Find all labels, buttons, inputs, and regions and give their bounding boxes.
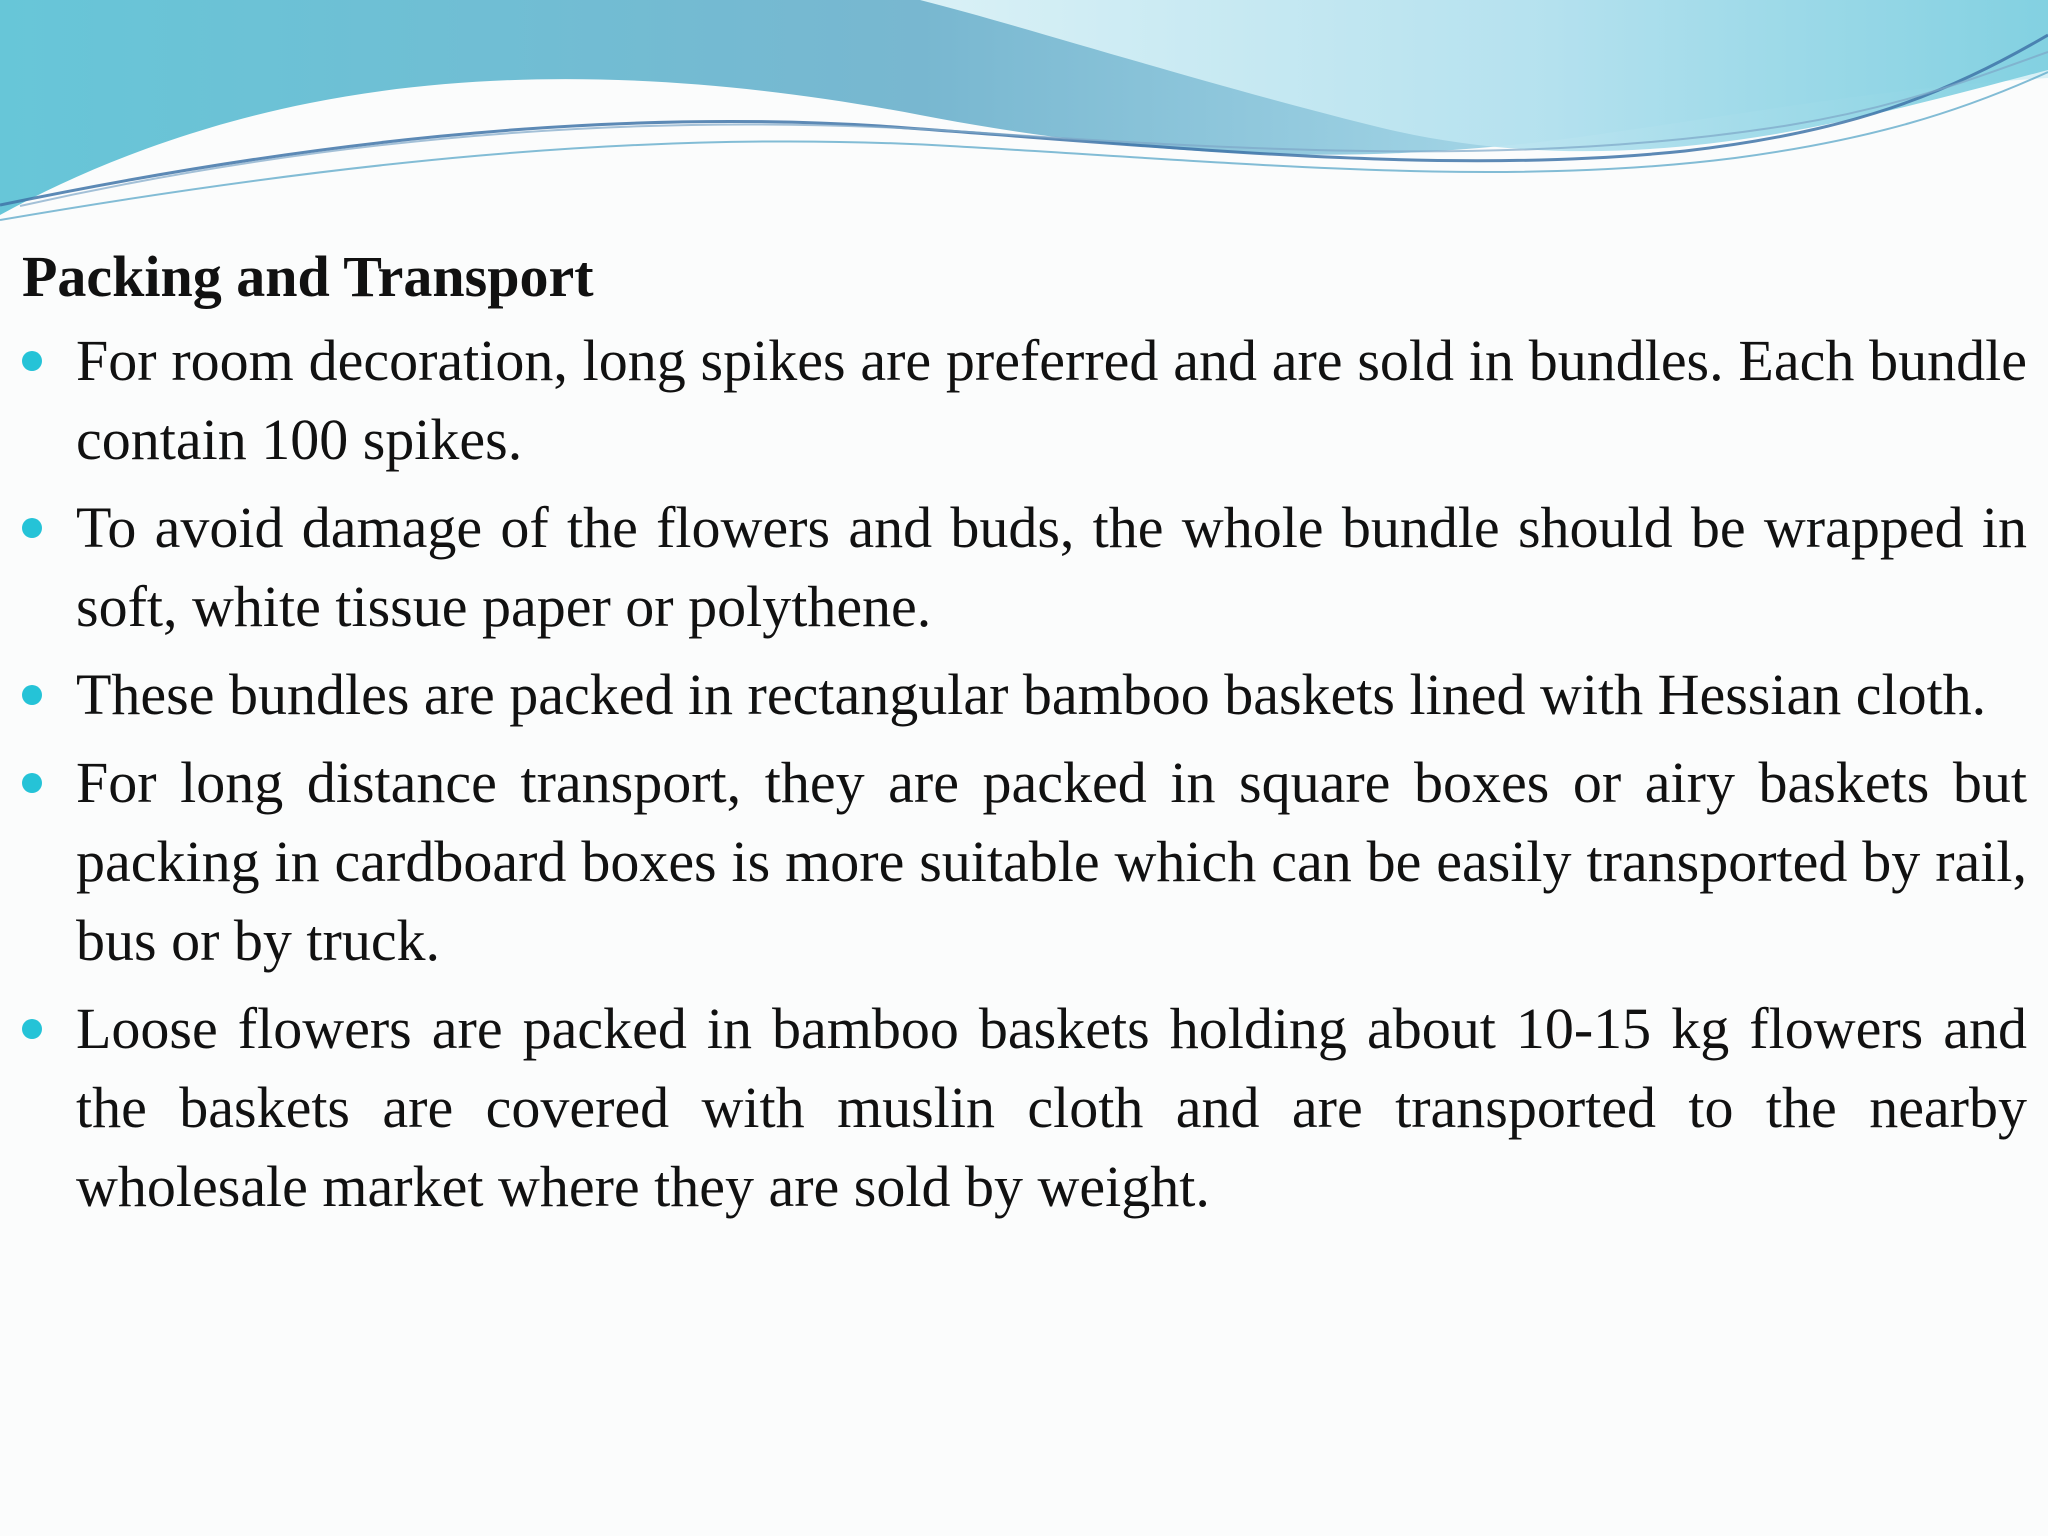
teal-circle-bullet-icon bbox=[22, 518, 42, 538]
teal-circle-bullet-icon bbox=[22, 1019, 42, 1039]
bullet-text: For room decoration, long spikes are preferred and are sold in bundles. Each bundle contain 100 spikes. bbox=[76, 328, 2027, 472]
slide-heading: Packing and Transport bbox=[22, 244, 594, 309]
wave-header-decoration bbox=[0, 0, 2048, 250]
slide-content bbox=[22, 238, 2027, 1235]
bullet-text: To avoid damage of the flowers and buds, the whole bundle should be wrapped in soft, white tissue paper or polythene. bbox=[76, 495, 2027, 639]
bullet-item bbox=[22, 321, 2027, 479]
bullet-text: These bundles are packed in rectangular bamboo baskets lined with Hessian cloth. bbox=[76, 662, 1987, 727]
bullet-text: Loose flowers are packed in bamboo baskets holding about 10-15 kg flowers and the baskets are covered with muslin cloth and are transported to the nearby wholesale market where they are sold by weight. bbox=[76, 996, 2027, 1219]
teal-circle-bullet-icon bbox=[22, 685, 42, 705]
bullet-item bbox=[22, 743, 2027, 980]
bullet-item bbox=[22, 989, 2027, 1226]
bullet-item bbox=[22, 488, 2027, 646]
teal-circle-bullet-icon bbox=[22, 351, 42, 371]
bullet-item bbox=[22, 655, 2027, 734]
bullet-list bbox=[22, 321, 2027, 1226]
teal-circle-bullet-icon bbox=[22, 773, 42, 793]
bullet-text: For long distance transport, they are packed in square boxes or airy baskets but packing in cardboard boxes is more suitable which can be easily transported by rail, bus or by truck. bbox=[76, 750, 2027, 973]
